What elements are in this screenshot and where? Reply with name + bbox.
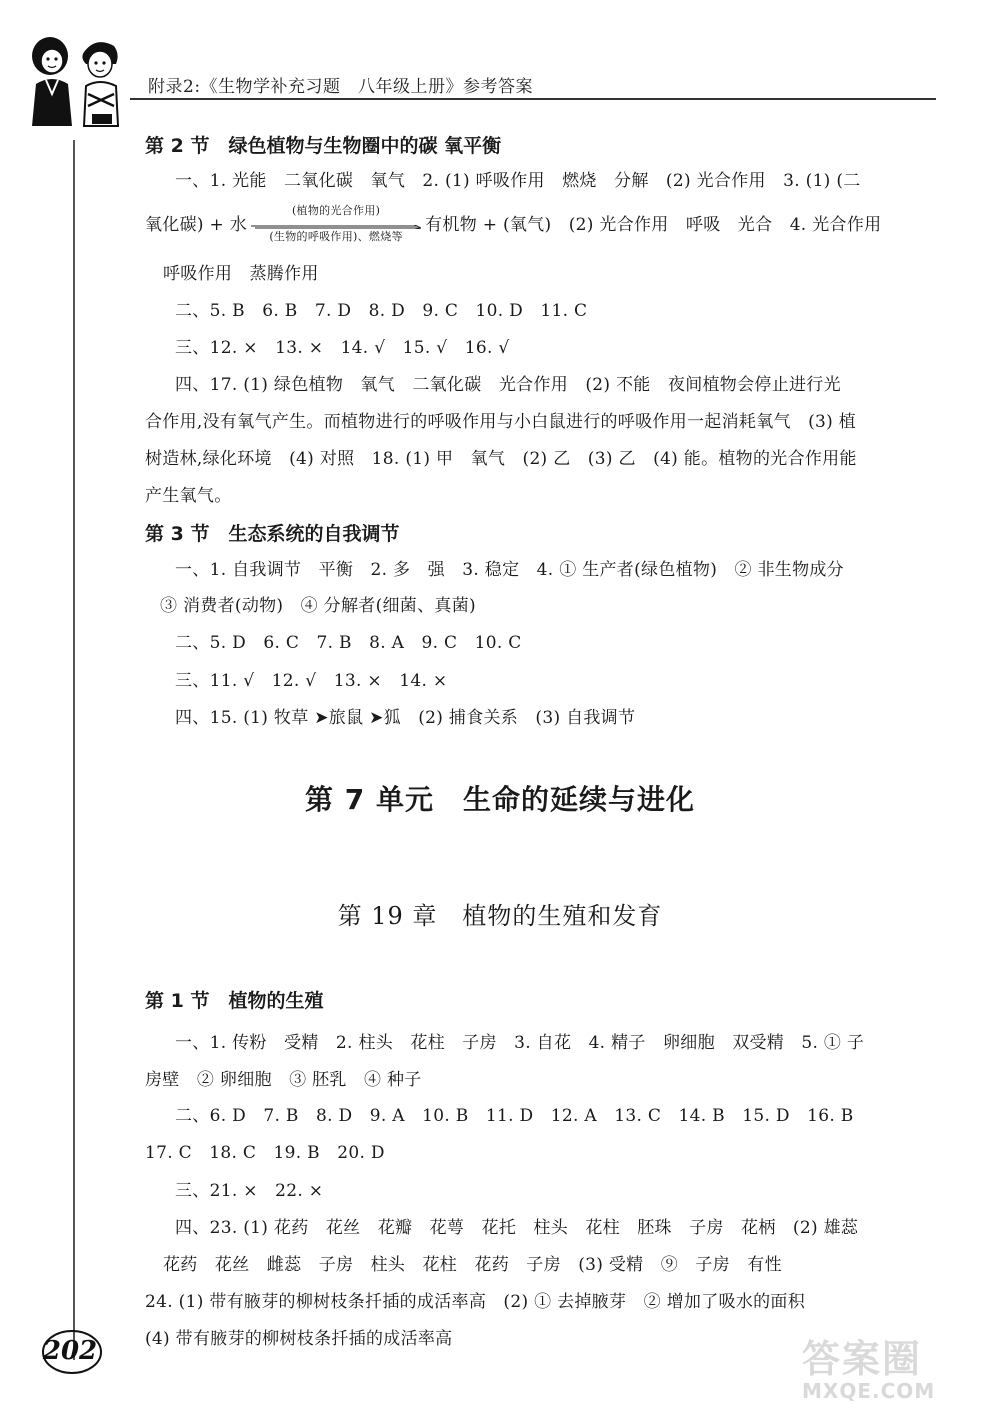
- answer-line: 合作用,没有氧气产生。而植物进行的呼吸作用与小白鼠进行的呼吸作用一起消耗氧气 (3) 植: [145, 412, 857, 432]
- answer-line: 三、21. × 22. ×: [175, 1181, 324, 1201]
- arrow-label-bottom: (生物的呼吸作用)、燃烧等: [269, 229, 403, 243]
- margin-rule: [73, 140, 75, 1360]
- answer-line: 四、23. (1) 花药 花丝 花瓣 花萼 花托 柱头 花柱 胚珠 子房 花柄 (2) 雄蕊: [175, 1218, 859, 1238]
- unit-title: 第 7 单元 生命的延续与进化: [305, 783, 695, 816]
- answer-line: 一、1. 自我调节 平衡 2. 多 强 3. 稳定 4. ① 生产者(绿色植物) ② 非生物成分: [175, 560, 844, 580]
- answer-line: 二、5. D 6. C 7. B 8. A 9. C 10. C: [175, 633, 522, 653]
- answer-line: 呼吸作用 蒸腾作用: [163, 264, 319, 284]
- answer-line: (4) 带有腋芽的柳树枝条扦插的成活率高: [145, 1329, 453, 1349]
- equation-left: 氧化碳) + 水: [145, 215, 248, 235]
- answer-line-equation: [145, 203, 882, 243]
- answer-line: 一、1. 传粉 受精 2. 柱头 花柱 子房 3. 自花 4. 精子 卵细胞 双受精 5. ① 子: [175, 1033, 865, 1053]
- answer-line: 三、12. × 13. × 14. √ 15. √ 16. √: [175, 338, 510, 358]
- section-title-2: 第 2 节 绿色植物与生物圈中的碳 氧平衡: [145, 135, 502, 157]
- chapter-title: 第 19 章 植物的生殖和发育: [337, 902, 663, 930]
- header-rule: [130, 98, 936, 100]
- answer-line: 树造林,绿化环境 (4) 对照 18. (1) 甲 氧气 (2) 乙 (3) 乙 (4) 能。植物的光合作用能: [145, 449, 857, 469]
- watermark-cn: 答案圈: [802, 1337, 923, 1381]
- answer-line: 花药 花丝 雌蕊 子房 柱头 花柱 花药 子房 (3) 受精 ⑨ 子房 有性: [163, 1255, 782, 1275]
- arrow-label-top: (植物的光合作用): [291, 203, 381, 217]
- equation-right: 有机物 + (氧气) (2) 光合作用 呼吸 光合 4. 光合作用: [425, 215, 882, 235]
- watermark-en: MXQE.COM: [802, 1379, 936, 1403]
- answer-line: 三、11. √ 12. √ 13. × 14. ×: [175, 671, 448, 691]
- answer-line: 房壁 ② 卵细胞 ③ 胚乳 ④ 种子: [145, 1070, 422, 1090]
- answer-line: 四、17. (1) 绿色植物 氧气 二氧化碳 光合作用 (2) 不能 夜间植物会停止进行光: [175, 375, 841, 395]
- answer-line: 24. (1) 带有腋芽的柳树枝条扦插的成活率高 (2) ① 去掉腋芽 ② 增加了吸水的面积: [145, 1292, 806, 1312]
- cartoon-students-illustration: [22, 34, 132, 130]
- answer-line: 二、5. B 6. B 7. D 8. D 9. C 10. D 11. C: [175, 301, 588, 321]
- reaction-arrow: [251, 203, 421, 243]
- answer-line: 产生氧气。: [145, 486, 232, 506]
- answer-line: 二、6. D 7. B 8. D 9. A 10. B 11. D 12. A 13. C 14. B 15. D 16. B: [175, 1106, 854, 1126]
- site-watermark: [802, 1328, 982, 1408]
- section-title-3: 第 3 节 生态系统的自我调节: [145, 523, 400, 545]
- running-header: 附录2:《生物学补充习题 八年级上册》参考答案: [148, 77, 534, 97]
- answer-line: ③ 消费者(动物) ④ 分解者(细菌、真菌): [160, 596, 476, 616]
- answer-line: 四、15. (1) 牧草 ➤旅鼠 ➤狐 (2) 捕食关系 (3) 自我调节: [175, 708, 636, 728]
- page-number: 202: [42, 1336, 98, 1366]
- answer-line: 一、1. 光能 二氧化碳 氧气 2. (1) 呼吸作用 燃烧 分解 (2) 光合作用 3. (1) (二: [175, 171, 861, 191]
- section-title-1: 第 1 节 植物的生殖: [145, 990, 324, 1012]
- answer-line: 17. C 18. C 19. B 20. D: [145, 1143, 385, 1163]
